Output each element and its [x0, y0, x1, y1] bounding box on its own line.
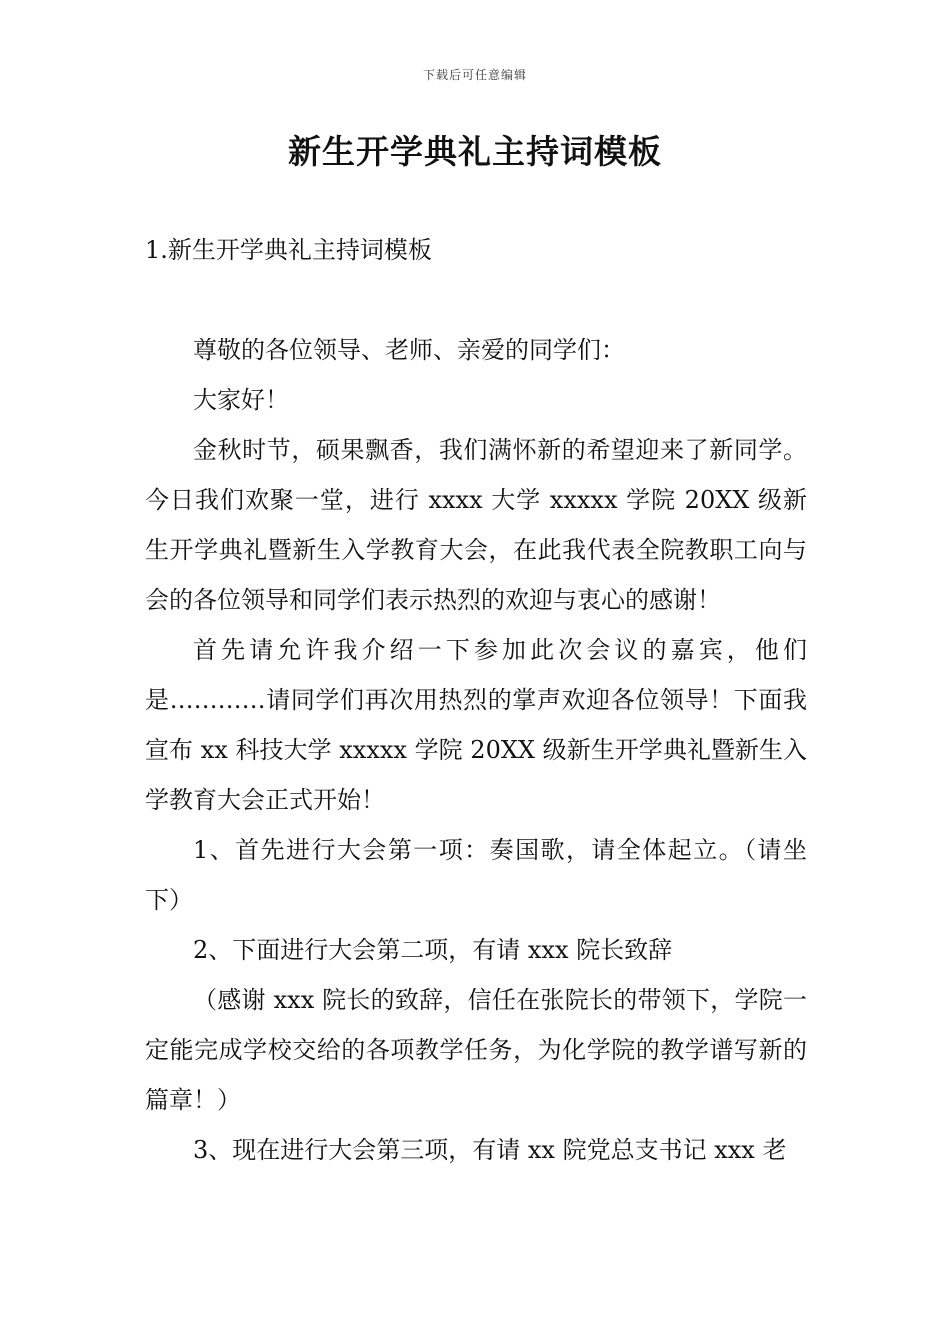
document-body	[145, 325, 807, 1175]
paragraph-greeting: 大家好！	[193, 386, 289, 414]
header-note: 下载后可任意编辑	[422, 68, 527, 82]
section-heading: 1.新生开学典礼主持词模板	[145, 236, 432, 264]
paragraph-salutation: 尊敬的各位领导、老师、亲爱的同学们：	[193, 336, 625, 364]
paragraph-welcome: 金秋时节，硕果飘香，我们满怀新的希望迎来了新同学。今日我们欢聚一堂，进行 xxxx 大学 xxxxx 学院 20XX 级新生开学典礼暨新生入学教育大会，在此我代表全院教职工向与会的各位领导和同学们表示热烈的欢迎与衷心的感谢！	[145, 436, 807, 614]
paragraph-guests: 首先请允许我介绍一下参加此次会议的嘉宾，他们是…………请同学们再次用热烈的掌声欢迎各位领导！下面我宣布 xx 科技大学 xxxxx 学院 20XX 级新生开学典礼暨新生入学教育大会正式开始！	[145, 636, 807, 814]
paragraph-agenda-1: 1、首先进行大会第一项：奏国歌，请全体起立。（请坐下）	[145, 836, 807, 914]
paragraph-agenda-2: 2、下面进行大会第二项，有请 xxx 院长致辞	[193, 936, 673, 964]
paragraph-thanks: （感谢 xxx 院长的致辞，信任在张院长的带领下，学院一定能完成学校交给的各项教学任务，为化学院的教学谱写新的篇章！）	[145, 986, 807, 1114]
document-title: 新生开学典礼主持词模板	[288, 132, 662, 171]
paragraph-agenda-3: 3、现在进行大会第三项，有请 xx 院党总支书记 xxx 老	[193, 1136, 787, 1164]
